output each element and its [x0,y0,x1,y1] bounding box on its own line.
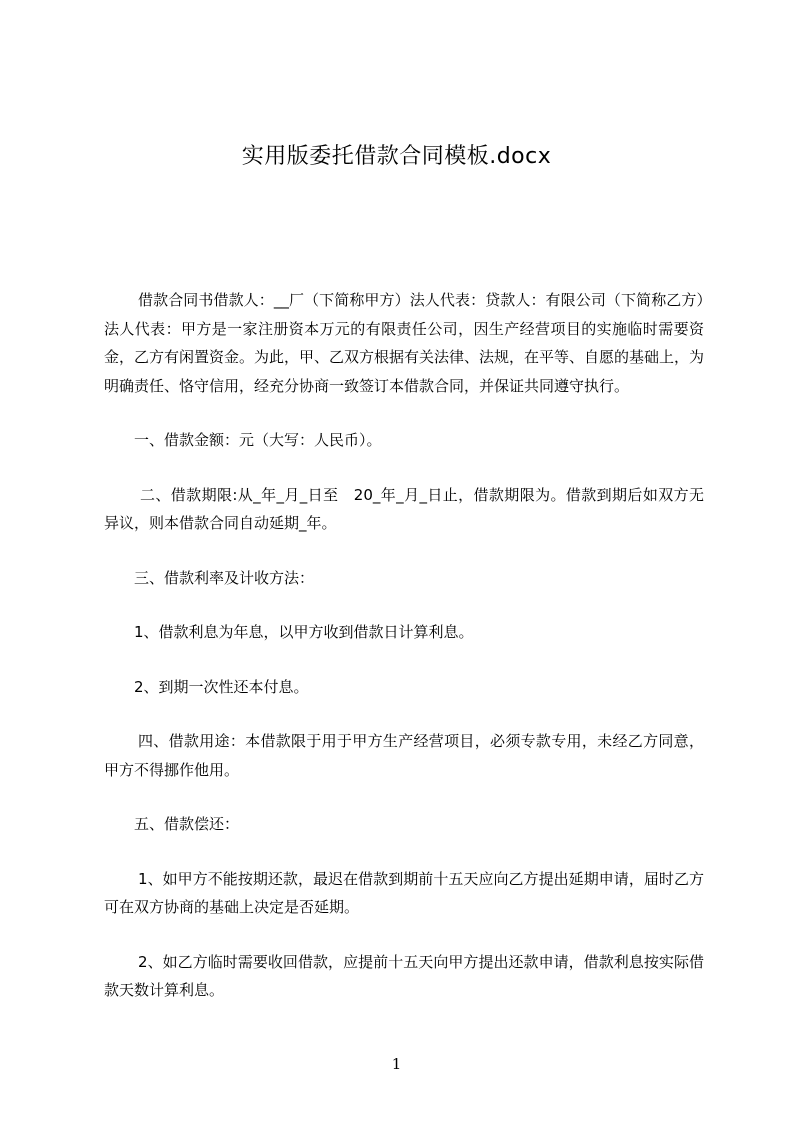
paragraph-interest-heading: 三、借款利率及计收方法： [134,568,315,587]
paragraph-interest-item-2: 2、到期一次性还本付息。 [134,677,309,696]
paragraph-preamble: 借款合同书借款人：__厂（下简称甲方）法人代表：贷款人：有限公司（下简称乙方）法人代表：甲方是一家注册资本万元的有限责任公司，因生产经营项目的实施临时需要资金，乙方有闲置资金。为此，甲、乙双方根据有关法律、法规，在平等、自愿的基础上，为明确责任、恪守信用，经充分协商一致签订本借款合同，并保证共同遵守执行。 [104,291,705,395]
document-body [104,286,704,1005]
paragraph-loan-term: 二、借款期限:从_年_月_日至 20_年_月_日止，借款期限为。借款到期后如双方无异议，则本借款合同自动延期_年。 [104,485,704,532]
paragraph-repayment-item-2: 2、如乙方临时需要收回借款，应提前十五天向甲方提出还款申请，借款利息按实际借款天数计算利息。 [104,952,704,999]
paragraph-repayment-heading: 五、借款偿还： [134,815,240,833]
paragraph-interest-item-1: 1、借款利息为年息，以甲方收到借款日计算利息。 [134,623,474,641]
paragraph-loan-amount: 一、借款金额：元（大写：人民币）。 [134,431,382,449]
paragraph-loan-purpose: 四、借款用途：本借款限于用于甲方生产经营项目，必须专款专用，未经乙方同意，甲方不得挪作他用。 [104,732,704,779]
document-title: 实用版委托借款合同模板.docx [241,144,552,169]
paragraph-repayment-item-1: 1、如甲方不能按期还款，最迟在借款到期前十五天应向乙方提出延期申请，届时乙方可在双方协商的基础上决定是否延期。 [104,869,704,916]
page-number: 1 [391,1055,402,1073]
